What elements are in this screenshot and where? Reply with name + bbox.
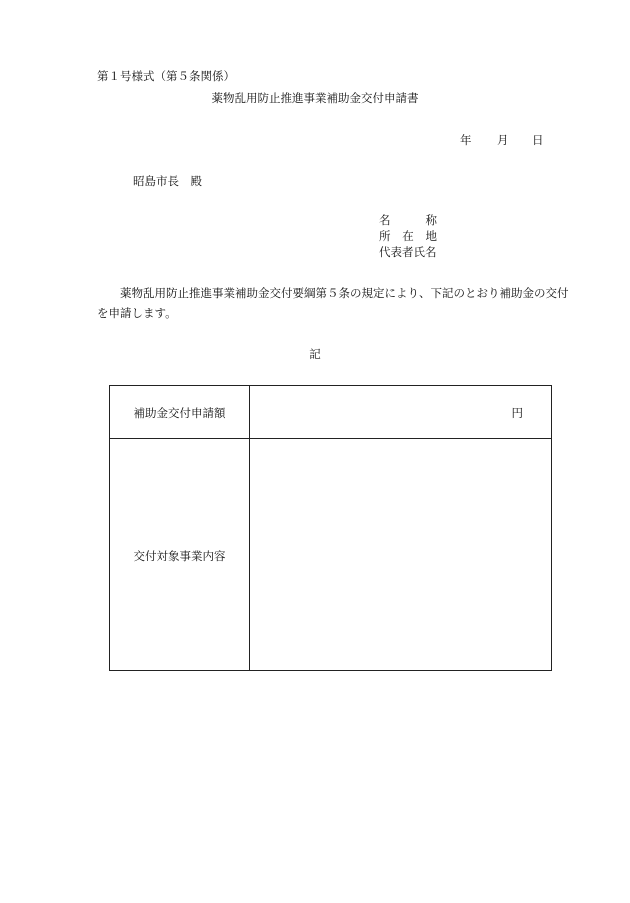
applicant-representative-text: 代表者氏名	[379, 245, 437, 259]
content-field[interactable]	[250, 439, 551, 670]
amount-label: 補助金交付申請額	[133, 406, 226, 420]
document-title: 薬物乱用防止推進事業補助金交付申請書	[211, 91, 419, 105]
applicant-address-label	[379, 228, 437, 244]
applicant-name-char: 称	[425, 213, 437, 227]
applicant-name-char: 名	[379, 213, 391, 227]
date-year-label: 年	[460, 133, 472, 147]
amount-unit: 円	[511, 406, 523, 420]
date-month-label: 月	[497, 133, 509, 147]
form-number: 第１号様式（第５条関係）	[97, 69, 235, 83]
application-table	[109, 385, 552, 671]
applicant-address-char: 地	[425, 229, 437, 243]
addressee: 昭島市長 殿	[133, 174, 202, 188]
application-body-text: 薬物乱用防止推進事業補助金交付要綱第５条の規定により、下記のとおり補助金の交付を申請します。	[97, 286, 569, 320]
applicant-address-char: 在	[402, 229, 414, 243]
applicant-name-label	[379, 212, 437, 228]
date-day-label: 日	[532, 133, 544, 147]
applicant-address-char: 所	[379, 229, 391, 243]
content-label: 交付対象事業内容	[133, 549, 226, 563]
amount-field[interactable]	[250, 405, 523, 421]
ki-heading: 記	[309, 347, 321, 361]
applicant-representative-label	[379, 244, 437, 260]
